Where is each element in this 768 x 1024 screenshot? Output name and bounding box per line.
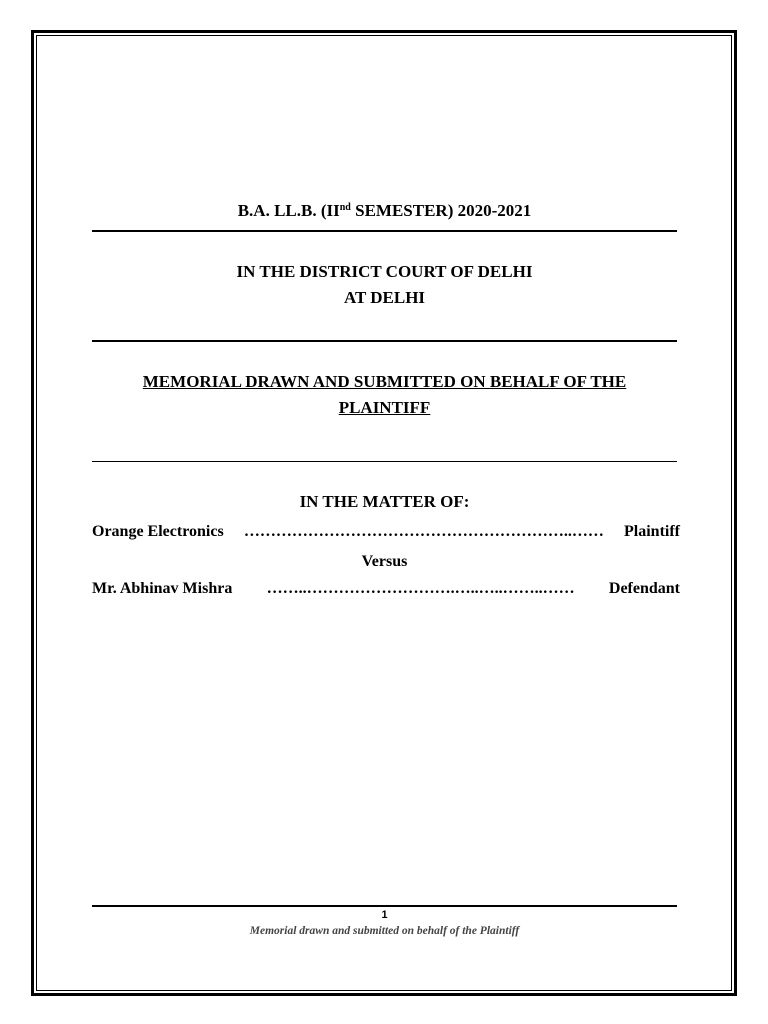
semester-suffix: SEMESTER) 2020-2021 bbox=[350, 201, 532, 220]
matter-heading: IN THE MATTER OF: bbox=[299, 492, 470, 511]
semester-heading bbox=[92, 198, 677, 224]
memorial-line-2: PLAINTIFF bbox=[338, 398, 431, 417]
footer-rule bbox=[92, 905, 677, 907]
semester-prefix: B.A. LL.B. (II bbox=[237, 201, 340, 220]
memorial-line-1: MEMORIAL DRAWN AND SUBMITTED ON BEHALF OF THE bbox=[142, 372, 627, 391]
semester-superscript: nd bbox=[339, 202, 351, 213]
footer-text: Memorial drawn and submitted on behalf of the Plaintiff bbox=[249, 925, 520, 937]
memorial-heading bbox=[92, 369, 677, 421]
court-heading bbox=[92, 259, 677, 311]
versus-label: Versus bbox=[361, 553, 408, 570]
rule-3 bbox=[92, 461, 677, 462]
defendant-role: Defendant bbox=[608, 580, 680, 597]
court-line-1: IN THE DISTRICT COURT OF DELHI bbox=[236, 262, 533, 281]
rule-2 bbox=[92, 340, 677, 342]
page-number: 1 bbox=[381, 909, 388, 921]
rule-1 bbox=[92, 230, 677, 232]
plaintiff-row bbox=[92, 521, 680, 543]
plaintiff-role: Plaintiff bbox=[624, 523, 680, 540]
plaintiff-leader-dots: ……………………………………………………..…… bbox=[243, 523, 604, 540]
defendant-leader-dots: ……..……………………….…..…..……..…… bbox=[266, 580, 575, 597]
plaintiff-name: Orange Electronics bbox=[92, 523, 224, 540]
defendant-name: Mr. Abhinav Mishra bbox=[92, 580, 233, 597]
court-line-2: AT DELHI bbox=[343, 288, 426, 307]
defendant-row bbox=[92, 578, 680, 600]
